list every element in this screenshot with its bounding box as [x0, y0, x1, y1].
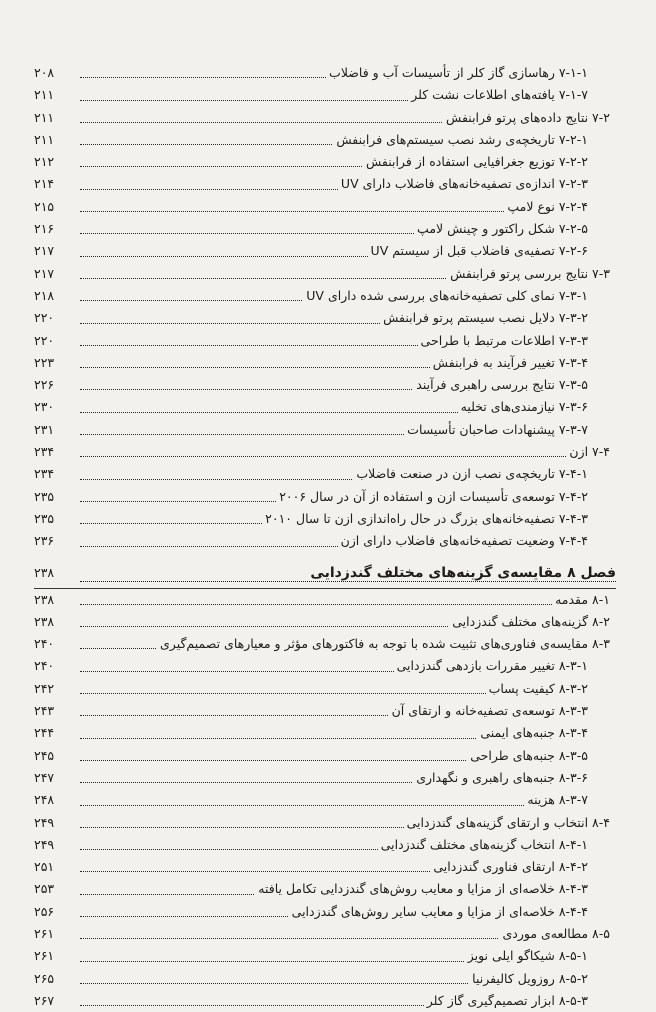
toc-page-number: ۲۶۷ [34, 992, 55, 1008]
toc-entry-title: ۷-۳-۵ نتایج بررسی راهبری فرآیند [413, 377, 588, 392]
toc-entry [34, 62, 616, 84]
toc-entry-title: ۷-۲ نتایج داده‌های پرتو فرابنفش [443, 110, 610, 125]
toc-entry-title: ۸-۳-۵ جنبه‌های طراحی [467, 748, 588, 763]
toc-entry-title: ۷-۲-۵ شکل راکتور و چینش لامپ [414, 221, 588, 236]
toc-entry [34, 655, 616, 677]
toc-page-number: ۲۱۸ [34, 287, 55, 303]
toc-page-number: ۲۱۱ [34, 109, 55, 125]
toc-page-number: ۲۴۵ [34, 747, 55, 763]
toc-entry [34, 812, 616, 834]
toc-entry [34, 611, 616, 633]
toc-entry-title: ۷-۳-۴ تغییر فرآیند به فرابنفش [430, 355, 588, 370]
toc-entry [34, 419, 616, 441]
toc-page-number: ۲۱۶ [34, 221, 55, 237]
toc-entry [34, 486, 616, 508]
toc-entry [34, 767, 616, 789]
toc-page-number: ۲۳۱ [34, 421, 55, 437]
toc-entry-title: ۸-۵-۱ شیکاگو ایلی نویز [465, 948, 588, 963]
toc-entry-title: ۸-۵ مطالعه‌ی موردی [499, 926, 610, 941]
toc-page-number: ۲۱۷ [34, 243, 55, 259]
toc-page-number: ۲۳۰ [34, 399, 55, 415]
toc-entry-title: ۸-۴ انتخاب و ارتقای گزینه‌های گندزدایی [404, 815, 610, 830]
toc-page-number: ۲۳۴ [34, 444, 55, 460]
toc-entry [34, 968, 616, 990]
toc-entry [34, 84, 616, 106]
toc-entry-title: ۷-۳-۶ نیازمندی‌های تخلیه [458, 399, 588, 414]
toc-page-number: ۲۴۰ [34, 636, 55, 652]
toc-entry-title: ۸-۳-۶ جنبه‌های راهبری و نگهداری [413, 770, 588, 785]
toc-entry [34, 307, 616, 329]
toc-entry [34, 745, 616, 767]
toc-entry-title: ۷-۳-۱ نمای کلی تصفیه‌خانه‌های بررسی شده دارای UV [303, 288, 588, 303]
toc-entry-title: ۸-۴-۳ خلاصه‌ای از مزایا و معایب روش‌های گندزدایی تکامل یافته [255, 881, 588, 896]
toc-entry [34, 633, 616, 655]
toc-entry [34, 196, 616, 218]
toc-entry-title: ۸-۵-۲ روزویل کالیفرنیا [469, 971, 588, 986]
toc-page-number: ۲۳۵ [34, 488, 55, 504]
toc-page-number: ۲۰۸ [34, 65, 55, 80]
toc-entry [34, 285, 616, 307]
toc-entry [34, 700, 616, 722]
toc-entry-title: ۷-۳-۷ پیشنهادات صاحبان تأسیسات [404, 422, 588, 437]
toc-page-number: ۲۴۸ [34, 792, 55, 808]
toc-entry-title: ۷-۴-۳ تصفیه‌خانه‌های بزرگ در حال راه‌اندازی ازن تا سال ۲۰۱۰ [262, 511, 588, 526]
toc-page-number: ۲۵۱ [34, 859, 55, 875]
toc-entry-title: ۷-۱-۷ یافته‌های اطلاعات نشت کلر [408, 87, 588, 102]
toc-entry [34, 396, 616, 418]
toc-entry [34, 129, 616, 151]
toc-entry [34, 789, 616, 811]
toc-entry [34, 990, 616, 1012]
toc-entry-title: ۷-۲-۱ تاریخچه‌ی رشد نصب سیستم‌های فرابنفش [333, 132, 588, 147]
toc-page-number: ۲۵۳ [34, 881, 55, 897]
toc-entry-title: ۸-۳-۳ توسعه‌ی تصفیه‌خانه و ارتقای آن [389, 703, 588, 718]
toc-page-number: ۲۵۶ [34, 903, 55, 919]
toc-page-number: ۲۴۳ [34, 703, 55, 719]
toc-page-number: ۲۲۰ [34, 332, 55, 348]
toc-page-number: ۲۱۴ [34, 176, 55, 192]
toc-entry-title: ۷-۴ ازن [566, 444, 610, 459]
toc-entry [34, 173, 616, 195]
toc-entry-title: ۸-۱ مقدمه [552, 592, 610, 607]
toc-page-number: ۲۴۰ [34, 658, 55, 674]
toc-page-number: ۲۳۸ [34, 591, 55, 607]
toc-entry-title: ۷-۳-۲ دلایل نصب سیستم پرتو فرابنفش [380, 310, 588, 325]
toc-page-number: ۲۴۹ [34, 814, 55, 830]
toc-entry [34, 352, 616, 374]
dot-leader [80, 604, 610, 605]
toc-entry-title: ۷-۴-۴ وضعیت تصفیه‌خانه‌های فاضلاب دارای ازن [338, 533, 588, 548]
toc-page-number: ۲۴۴ [34, 725, 55, 741]
toc-entry-title: ۸-۳-۱ تغییر مقررات بازدهی گندزدایی [394, 658, 588, 673]
chapter-title: فصل ۸ مقایسه‌ی گزینه‌های مختلف گندزدایی [307, 565, 616, 581]
toc-entry-title: ۷-۱-۱ رهاسازی گاز کلر از تأسیسات آب و فاضلاب [326, 65, 588, 80]
toc-page-number: ۲۳۸ [34, 613, 55, 629]
toc-entry [34, 107, 616, 129]
toc-page-number: ۲۶۵ [34, 970, 55, 986]
table-of-contents [34, 62, 616, 1012]
toc-entry-title: ۸-۴-۲ ارتقای فناوری گندزدایی [430, 859, 588, 874]
toc-entry-title: ۷-۳-۳ اطلاعات مرتبط با طراحی [418, 333, 588, 348]
toc-entry [34, 878, 616, 900]
toc-entry-title: ۸-۴-۱ انتخاب گزینه‌های مختلف گندزدایی [378, 837, 588, 852]
toc-entry-title: ۸-۳-۴ جنبه‌های ایمنی [477, 725, 588, 740]
toc-entry-title: ۸-۳-۷ هزینه [524, 792, 588, 807]
toc-entry [34, 374, 616, 396]
toc-entry [34, 441, 616, 463]
toc-entry [34, 678, 616, 700]
toc-entry [34, 722, 616, 744]
toc-section-chapter-7 [34, 62, 616, 553]
toc-entry [34, 923, 616, 945]
toc-entry [34, 901, 616, 923]
toc-entry [34, 945, 616, 967]
toc-page-number: ۲۲۰ [34, 310, 55, 326]
toc-page-number: ۲۴۷ [34, 769, 55, 785]
toc-section-chapter-8 [34, 589, 616, 1012]
toc-entry [34, 218, 616, 240]
toc-entry [34, 589, 616, 611]
toc-entry-title: ۸-۲ گزینه‌های مختلف گندزدایی [449, 614, 610, 629]
toc-entry-title: ۷-۲-۶ تصفیه‌ی فاضلاب قبل از سیستم UV [368, 243, 588, 258]
toc-entry [34, 530, 616, 552]
toc-page-number: ۲۱۱ [34, 131, 55, 147]
toc-entry [34, 330, 616, 352]
toc-page-number: ۲۱۱ [34, 87, 55, 103]
toc-entry-title: ۷-۴-۱ تاریخچه‌ی نصب ازن در صنعت فاضلاب [353, 466, 588, 481]
toc-page-number: ۲۶۱ [34, 948, 55, 964]
toc-page-number: ۲۶۱ [34, 925, 55, 941]
toc-entry-title: ۷-۲-۲ توزیع جغرافیایی استفاده از فرابنفش [363, 154, 588, 169]
toc-entry-title: ۸-۵-۳ ابزار تصمیم‌گیری گاز کلر [424, 993, 588, 1008]
toc-page-number: ۲۳۵ [34, 510, 55, 526]
toc-entry-title: ۷-۴-۲ توسعه‌ی تأسیسات ازن و استفاده از آن در سال ۲۰۰۶ [276, 489, 588, 504]
toc-entry [34, 463, 616, 485]
chapter-heading [34, 558, 616, 588]
dot-leader [80, 456, 610, 457]
toc-page-number: ۲۲۳ [34, 354, 55, 370]
toc-entry [34, 263, 616, 285]
toc-page-number: ۲۴۲ [34, 680, 55, 696]
toc-page-number: ۲۳۶ [34, 533, 55, 549]
toc-page-number: ۲۱۷ [34, 265, 55, 281]
toc-page-number: ۲۱۲ [34, 154, 55, 170]
toc-entry [34, 240, 616, 262]
toc-entry [34, 508, 616, 530]
toc-entry-title: ۸-۳ مقایسه‌ی فناوری‌های تثبیت شده با توجه به فاکتورهای مؤثر و معیارهای تصمیم‌گیری [157, 636, 610, 651]
chapter-page-number: ۲۳۸ [34, 564, 55, 580]
toc-page-number: ۲۲۶ [34, 377, 55, 393]
dot-leader [80, 805, 588, 806]
toc-entry [34, 834, 616, 856]
toc-entry [34, 856, 616, 878]
toc-entry [34, 151, 616, 173]
toc-page-number: ۲۳۴ [34, 466, 55, 482]
toc-entry-title: ۸-۴-۴ خلاصه‌ای از مزایا و معایب سایر روش‌های گندزدایی [289, 904, 588, 919]
toc-page-number: ۲۱۵ [34, 198, 55, 214]
toc-entry-title: ۷-۲-۳ اندازه‌ی تصفیه‌خانه‌های فاضلاب دارای UV [338, 176, 588, 191]
toc-entry-title: ۷-۳ نتایج بررسی پرتو فرابنفش [447, 266, 610, 281]
toc-page-number: ۲۴۹ [34, 836, 55, 852]
toc-entry-title: ۸-۳-۲ کیفیت پساب [486, 681, 588, 696]
toc-entry-title: ۷-۲-۴ نوع لامپ [504, 199, 588, 214]
